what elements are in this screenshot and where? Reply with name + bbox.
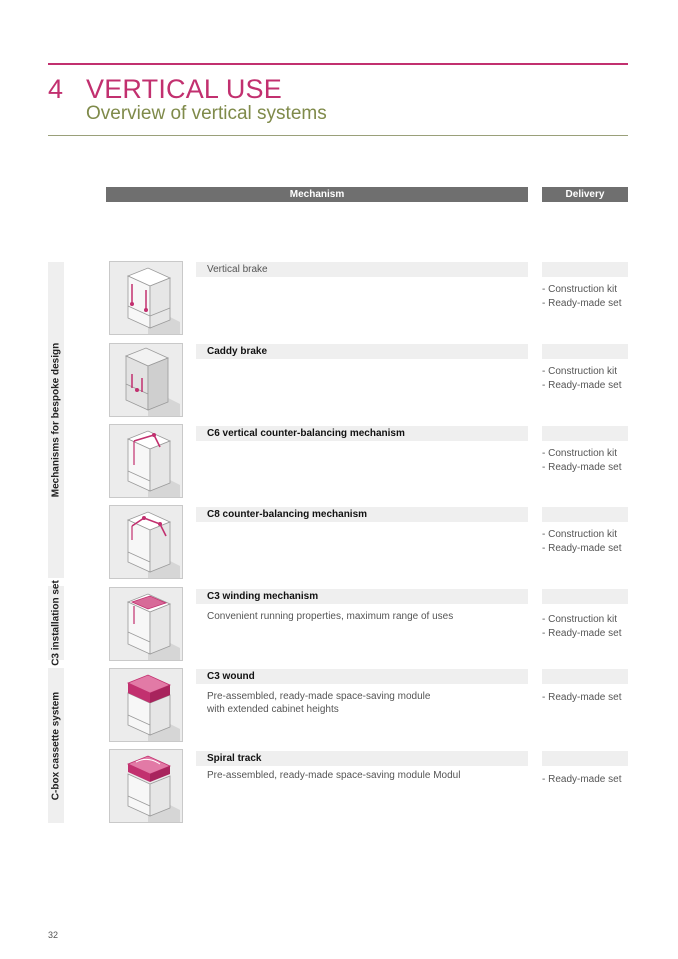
chapter-title: VERTICAL USE xyxy=(86,74,282,104)
delivery-item: - Ready-made set xyxy=(542,628,622,639)
chapter-number: 4 xyxy=(48,74,64,104)
delivery-item: - Ready-made set xyxy=(542,543,622,554)
row-title-vertical-brake: Vertical brake xyxy=(196,262,528,277)
delivery-bar xyxy=(542,507,628,522)
row-title-c3-wound: C3 wound xyxy=(196,669,528,684)
delivery-header: Delivery xyxy=(542,187,628,202)
c3-winding-illustration xyxy=(109,587,183,661)
delivery-item: - Ready-made set xyxy=(542,692,622,703)
row-title-caddy-brake: Caddy brake xyxy=(196,344,528,359)
group-band-c-box xyxy=(48,668,64,823)
delivery-item: - Ready-made set xyxy=(542,298,622,309)
delivery-c3-winding xyxy=(542,613,621,641)
delivery-item: - Ready-made set xyxy=(542,462,622,473)
subtitle-rule xyxy=(48,135,628,136)
delivery-spiral-track xyxy=(542,773,621,787)
delivery-item: - Construction kit xyxy=(542,529,618,540)
spiral-track-illustration xyxy=(109,749,183,823)
delivery-item: - Construction kit xyxy=(542,614,618,625)
delivery-vertical-brake xyxy=(542,283,621,311)
delivery-bar xyxy=(542,426,628,441)
row-title-c6: C6 vertical counter-balancing mechanism xyxy=(196,426,528,441)
group-label-bespoke: Mechanisms for bespoke design xyxy=(50,342,62,498)
c6-mechanism-illustration xyxy=(109,424,183,498)
description-line: Pre-assembled, ready-made space-saving module Modul xyxy=(207,770,461,781)
delivery-bar xyxy=(542,262,628,277)
delivery-bar xyxy=(542,751,628,766)
delivery-item: - Ready-made set xyxy=(542,380,622,391)
group-band-c3-installation xyxy=(48,580,64,666)
description-line: Convenient running properties, maximum range of uses xyxy=(207,611,454,622)
delivery-caddy-brake xyxy=(542,365,621,393)
group-label-c3-installation: C3 installation set xyxy=(50,580,62,666)
c3-wound-illustration xyxy=(109,668,183,742)
chapter-subtitle: Overview of vertical systems xyxy=(86,103,327,124)
row-title-c8: C8 counter-balancing mechanism xyxy=(196,507,528,522)
page-number: 32 xyxy=(48,930,59,940)
row-title-c3-winding: C3 winding mechanism xyxy=(196,589,528,604)
row-title-spiral-track: Spiral track xyxy=(196,751,528,766)
caddy-brake-illustration xyxy=(109,343,183,417)
delivery-bar xyxy=(542,344,628,359)
delivery-c3-wound xyxy=(542,691,621,705)
description-spiral-track xyxy=(207,769,460,782)
c8-mechanism-illustration xyxy=(109,505,183,579)
description-c3-winding xyxy=(207,610,453,623)
top-rule xyxy=(48,63,628,65)
description-line: with extended cabinet heights xyxy=(207,704,339,715)
delivery-item: - Construction kit xyxy=(542,366,618,377)
delivery-bar xyxy=(542,589,628,604)
delivery-c6 xyxy=(542,447,621,475)
mechanism-header: Mechanism xyxy=(106,187,528,202)
description-line: Pre-assembled, ready-made space-saving module xyxy=(207,691,431,702)
delivery-item: - Ready-made set xyxy=(542,774,622,785)
delivery-item: - Construction kit xyxy=(542,284,618,295)
group-band-bespoke xyxy=(48,262,64,578)
delivery-bar xyxy=(542,669,628,684)
group-label-c-box: C-box cassette system xyxy=(50,691,62,800)
description-c3-wound xyxy=(207,690,430,716)
vertical-brake-illustration xyxy=(109,261,183,335)
delivery-item: - Construction kit xyxy=(542,448,618,459)
delivery-c8 xyxy=(542,528,621,556)
